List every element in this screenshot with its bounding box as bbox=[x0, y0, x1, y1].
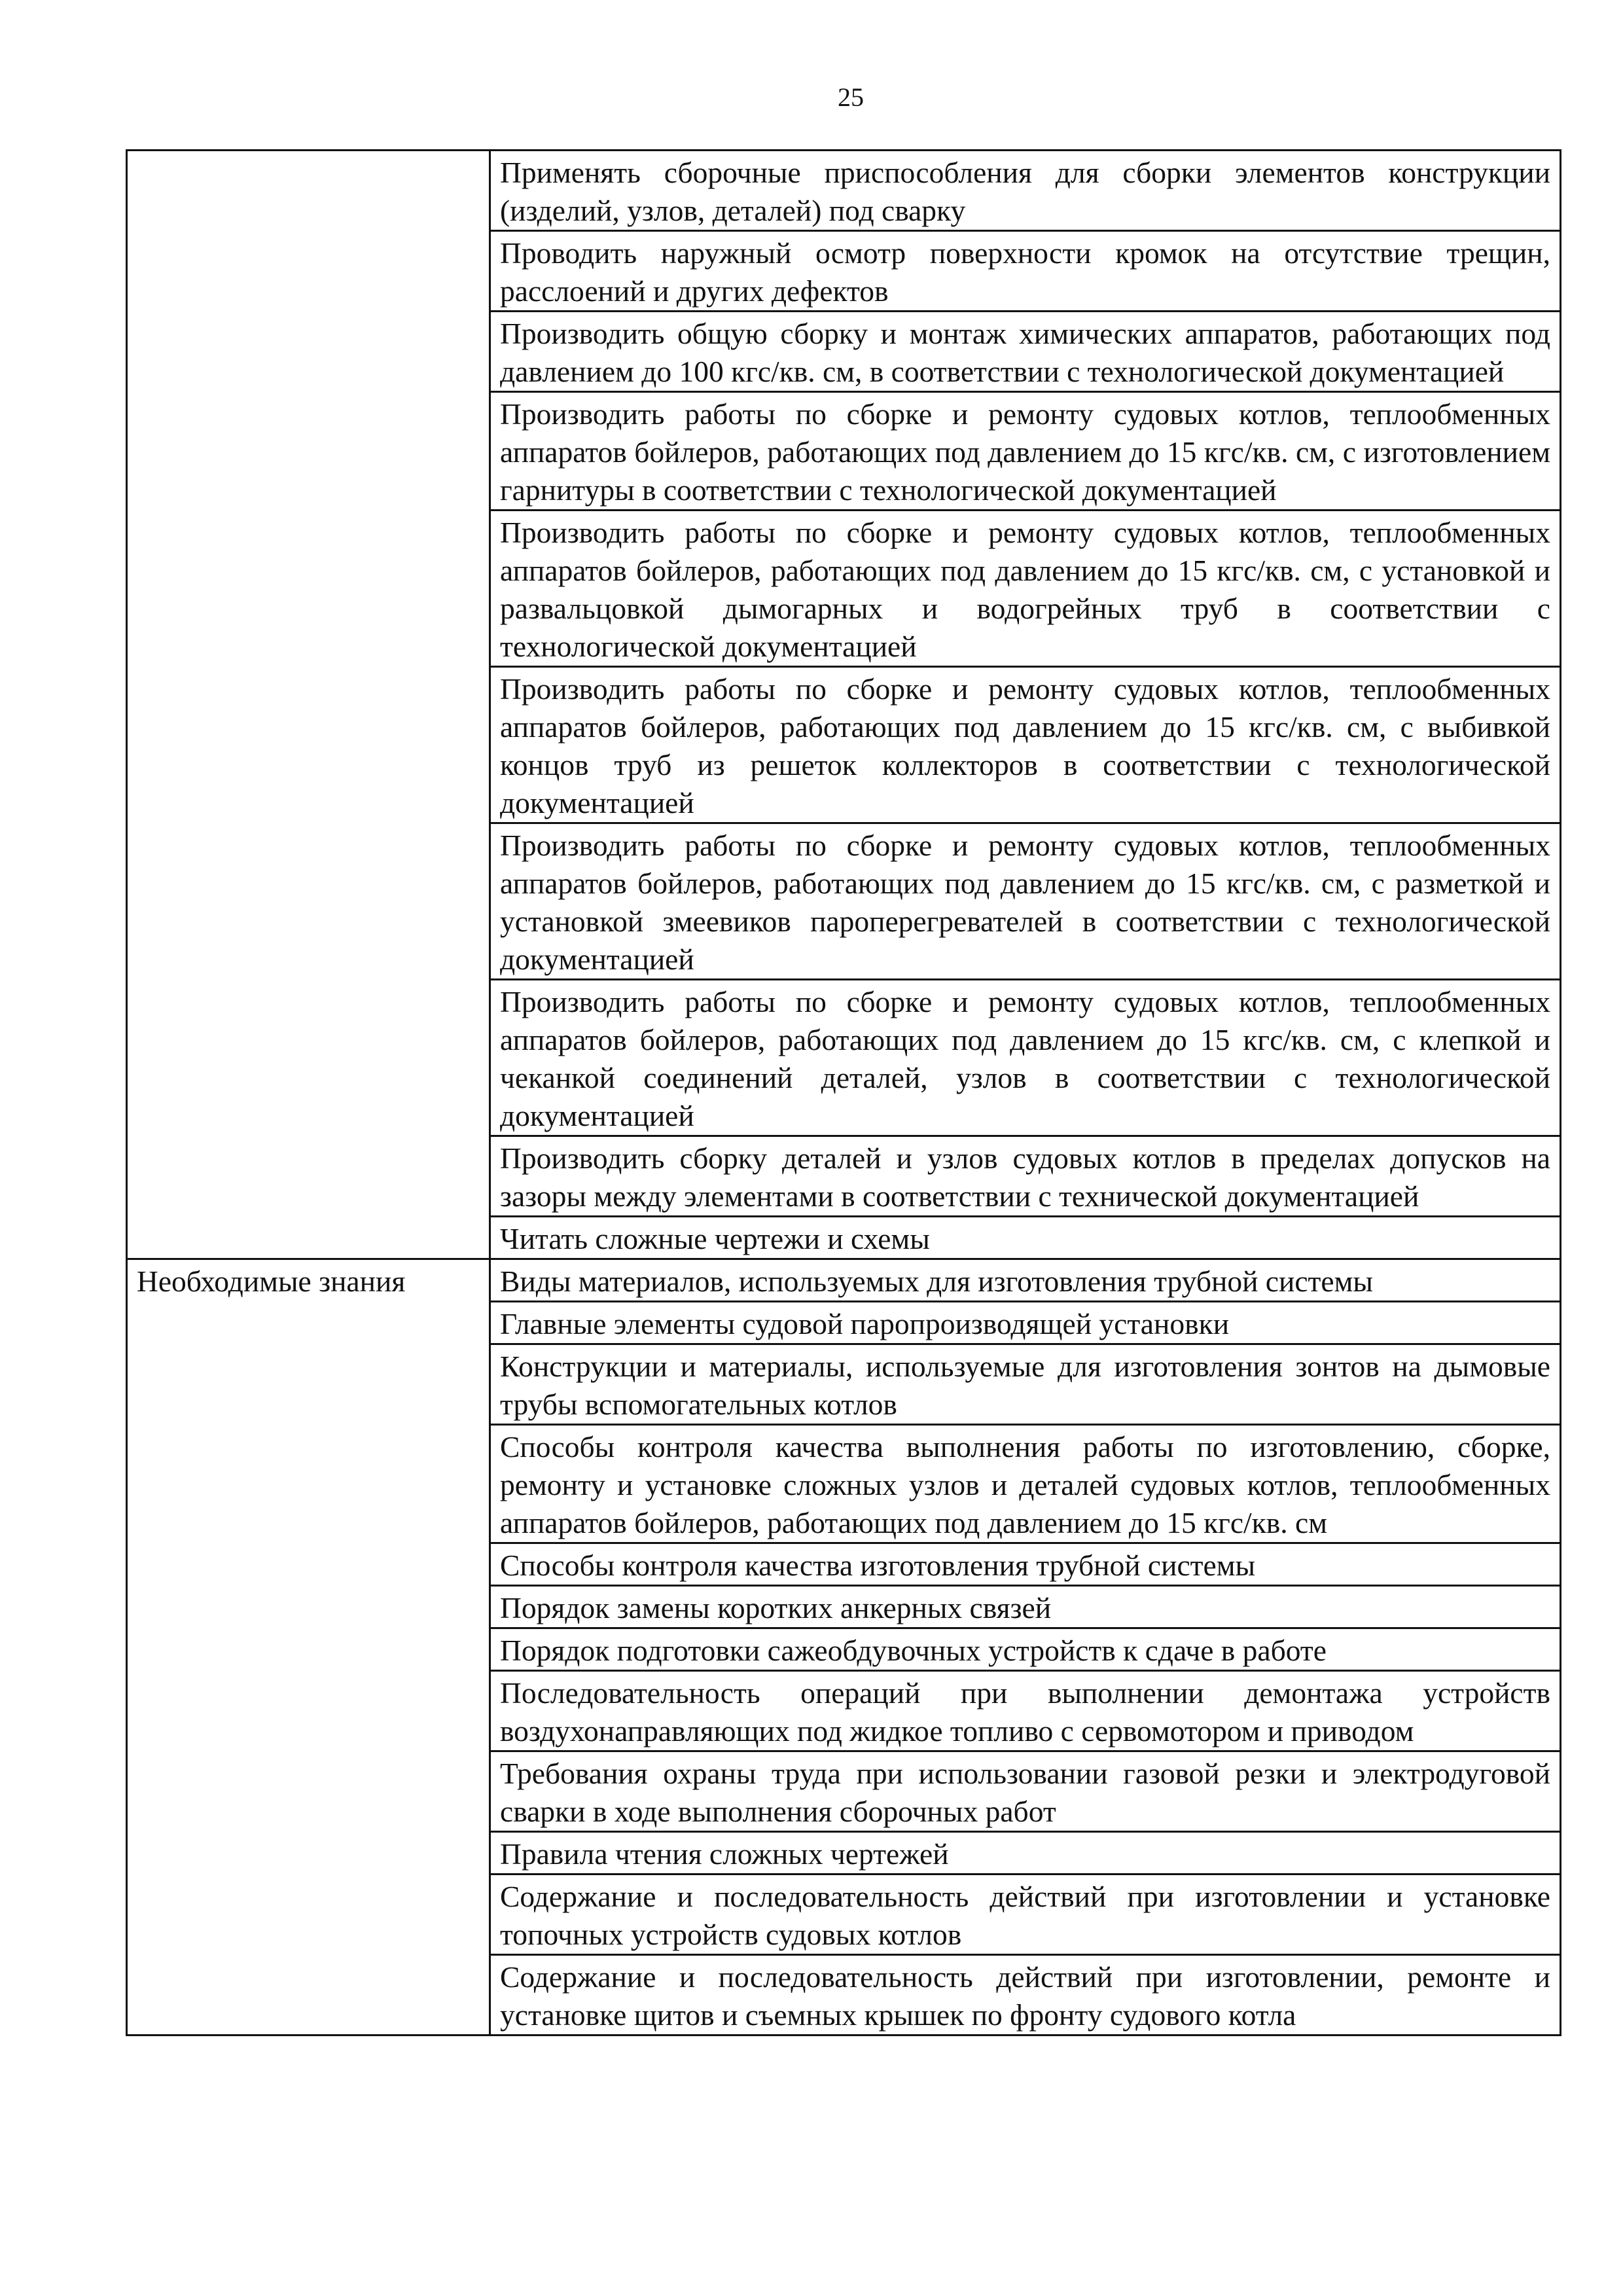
table-cell: Производить сборку деталей и узлов судовых котлов в пределах допусков на зазоры между элементами в соответствии с технической документацией bbox=[490, 1136, 1561, 1217]
table-cell: Способы контроля качества изготовления трубной системы bbox=[490, 1543, 1561, 1586]
table-row bbox=[127, 1259, 1561, 1302]
skills-label-cell bbox=[127, 151, 490, 1259]
table-cell: Способы контроля качества выполнения работы по изготовлению, сборке, ремонту и установке сложных узлов и деталей судовых котлов, теплообменных аппаратов бойлеров, работающих под давлением до 15 кгс/кв. см bbox=[490, 1425, 1561, 1543]
table-cell: Требования охраны труда при использовании газовой резки и электродуговой сварки в ходе выполнения сборочных работ bbox=[490, 1751, 1561, 1832]
table-cell: Проводить наружный осмотр поверхности кромок на отсутствие трещин, расслоений и других дефектов bbox=[490, 231, 1561, 312]
table-cell: Содержание и последовательность действий при изготовлении, ремонте и установке щитов и съемных крышек по фронту судового котла bbox=[490, 1955, 1561, 2036]
table-cell: Конструкции и материалы, используемые для изготовления зонтов на дымовые трубы вспомогательных котлов bbox=[490, 1344, 1561, 1425]
table-cell: Порядок замены коротких анкерных связей bbox=[490, 1586, 1561, 1628]
competency-table bbox=[126, 149, 1561, 2036]
table-cell: Читать сложные чертежи и схемы bbox=[490, 1217, 1561, 1259]
table-cell: Правила чтения сложных чертежей bbox=[490, 1832, 1561, 1874]
table-cell: Производить работы по сборке и ремонту судовых котлов, теплообменных аппаратов бойлеров, работающих под давлением до 15 кгс/кв. см, с изготовлением гарнитуры в соответствии с технологической документацией bbox=[490, 392, 1561, 511]
table-cell: Применять сборочные приспособления для сборки элементов конструкции (изделий, узлов, деталей) под сварку bbox=[490, 151, 1561, 231]
table-cell: Порядок подготовки сажеобдувочных устройств к сдаче в работе bbox=[490, 1628, 1561, 1671]
table-cell: Последовательность операций при выполнении демонтажа устройств воздухонаправляющих под жидкое топливо с сервомотором и приводом bbox=[490, 1671, 1561, 1751]
table-cell: Производить работы по сборке и ремонту судовых котлов, теплообменных аппаратов бойлеров, работающих под давлением до 15 кгс/кв. см, с установкой и развальцовкой дымогарных и водогрейных труб в соответствии с технологической документацией bbox=[490, 511, 1561, 667]
table-cell: Производить работы по сборке и ремонту судовых котлов, теплообменных аппаратов бойлеров, работающих под давлением до 15 кгс/кв. см, с клепкой и чеканкой соединений деталей, узлов в соответствии с технологической документацией bbox=[490, 980, 1561, 1136]
table-cell: Производить работы по сборке и ремонту судовых котлов, теплообменных аппаратов бойлеров, работающих под давлением до 15 кгс/кв. см, с выбивкой концов труб из решеток коллекторов в соответствии с технологической документацией bbox=[490, 667, 1561, 823]
table-cell: Содержание и последовательность действий при изготовлении и установке топочных устройств судовых котлов bbox=[490, 1874, 1561, 1955]
table-cell: Производить общую сборку и монтаж химических аппаратов, работающих под давлением до 100 кгс/кв. см, в соответствии с технологической документацией bbox=[490, 312, 1561, 392]
table-cell: Главные элементы судовой паропроизводящей установки bbox=[490, 1302, 1561, 1344]
table-row bbox=[127, 151, 1561, 231]
page-number: 25 bbox=[838, 82, 864, 112]
table-cell: Производить работы по сборке и ремонту судовых котлов, теплообменных аппаратов бойлеров, работающих под давлением до 15 кгс/кв. см, с разметкой и установкой змеевиков пароперегревателей в соответствии с технологической документацией bbox=[490, 823, 1561, 980]
table-cell: Виды материалов, используемых для изготовления трубной системы bbox=[490, 1259, 1561, 1302]
knowledge-label: Необходимые знания bbox=[127, 1259, 490, 2036]
